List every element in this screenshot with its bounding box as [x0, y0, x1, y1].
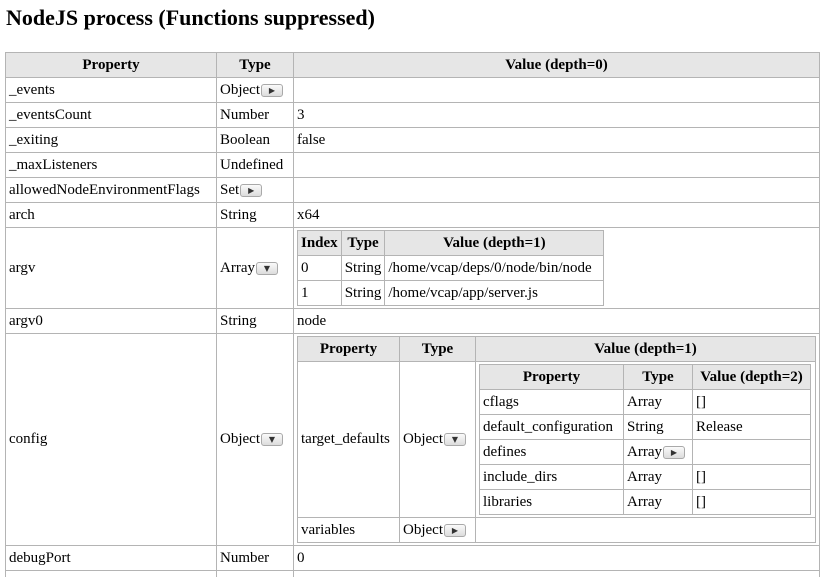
- collapse-button[interactable]: [444, 433, 466, 446]
- table-row: [6, 78, 820, 103]
- collapse-button[interactable]: [256, 262, 278, 275]
- type-cell: String: [624, 415, 693, 440]
- value-cell: [294, 228, 820, 309]
- triangle-down-icon: ▼: [268, 435, 276, 445]
- header-row: [6, 53, 820, 78]
- table-row: [6, 203, 820, 228]
- type-label: Object: [220, 81, 260, 98]
- process-table: [5, 52, 820, 577]
- table-row: [480, 490, 811, 515]
- value-cell: []: [693, 490, 811, 515]
- type-label: Array: [220, 259, 255, 276]
- value-cell: Release: [693, 415, 811, 440]
- type-cell: Array: [624, 490, 693, 515]
- type-cell: [217, 228, 294, 309]
- table-row: [6, 571, 820, 578]
- property-cell: [6, 571, 217, 578]
- property-cell: _exiting: [6, 128, 217, 153]
- value-cell: /home/vcap/app/server.js: [385, 281, 604, 306]
- value-cell: [294, 178, 820, 203]
- argv-subtable: [297, 230, 604, 306]
- type-label: Array: [627, 443, 662, 460]
- table-row: [298, 281, 604, 306]
- triangle-right-icon: ▶: [248, 185, 255, 195]
- header-row: [298, 337, 816, 362]
- column-header-property: Property: [480, 365, 624, 390]
- table-row: [480, 440, 811, 465]
- table-row: [298, 362, 816, 518]
- value-cell: [294, 153, 820, 178]
- property-cell: variables: [298, 518, 400, 543]
- type-cell: Array: [624, 390, 693, 415]
- triangle-right-icon: ▶: [670, 447, 678, 457]
- type-cell: String: [341, 256, 385, 281]
- property-cell: default_configuration: [480, 415, 624, 440]
- column-header-value: Value (depth=1): [476, 337, 816, 362]
- value-cell: [294, 78, 820, 103]
- page-title: NodeJS process (Functions suppressed): [6, 5, 375, 30]
- property-cell: defines: [480, 440, 624, 465]
- target-defaults-subtable: [479, 364, 811, 515]
- value-cell: 0: [294, 546, 820, 571]
- column-header-property: Property: [6, 53, 217, 78]
- type-cell: [217, 334, 294, 546]
- property-cell: argv0: [6, 309, 217, 334]
- type-cell: String: [217, 203, 294, 228]
- property-cell: target_defaults: [298, 362, 400, 518]
- column-header-property: Property: [298, 337, 400, 362]
- type-cell: [217, 178, 294, 203]
- table-row: [6, 103, 820, 128]
- table-row: [480, 465, 811, 490]
- triangle-down-icon: ▼: [263, 263, 271, 273]
- index-cell: 1: [298, 281, 342, 306]
- table-row: [298, 256, 604, 281]
- table-row: [6, 153, 820, 178]
- triangle-right-icon: ▶: [268, 85, 276, 95]
- value-cell: [294, 334, 820, 546]
- value-cell: []: [693, 465, 811, 490]
- column-header-type: Type: [400, 337, 476, 362]
- type-cell: [400, 362, 476, 518]
- property-cell: argv: [6, 228, 217, 309]
- property-cell: allowedNodeEnvironmentFlags: [6, 178, 217, 203]
- column-header-type: Type: [217, 53, 294, 78]
- property-cell: _maxListeners: [6, 153, 217, 178]
- property-cell: debugPort: [6, 546, 217, 571]
- type-cell: Number: [217, 546, 294, 571]
- type-cell: [400, 518, 476, 543]
- header-row: [480, 365, 811, 390]
- table-row: [6, 178, 820, 203]
- expand-button[interactable]: [444, 524, 466, 537]
- type-cell: Boolean: [217, 128, 294, 153]
- type-label: Object: [220, 431, 260, 447]
- type-label: Object: [403, 431, 443, 447]
- collapse-button[interactable]: [261, 433, 283, 446]
- config-subtable: [297, 336, 816, 543]
- property-cell: include_dirs: [480, 465, 624, 490]
- table-row: [480, 415, 811, 440]
- type-label: Object: [403, 521, 443, 538]
- property-cell: libraries: [480, 490, 624, 515]
- value-cell: x64: [294, 203, 820, 228]
- property-cell: _events: [6, 78, 217, 103]
- triangle-down-icon: ▼: [451, 435, 459, 445]
- value-cell: /home/vcap/deps/0/node/bin/node: [385, 256, 604, 281]
- table-row: [480, 390, 811, 415]
- property-cell: config: [6, 334, 217, 546]
- expand-button[interactable]: [261, 84, 283, 97]
- table-row: [6, 334, 820, 546]
- value-cell: [476, 518, 816, 543]
- table-row: [6, 309, 820, 334]
- value-cell: []: [693, 390, 811, 415]
- table-row: [6, 228, 820, 309]
- property-cell: arch: [6, 203, 217, 228]
- property-cell: cflags: [480, 390, 624, 415]
- index-cell: 0: [298, 256, 342, 281]
- value-cell: node: [294, 309, 820, 334]
- column-header-type: Type: [624, 365, 693, 390]
- header-row: [298, 231, 604, 256]
- value-cell: 3: [294, 103, 820, 128]
- column-header-type: Type: [341, 231, 385, 256]
- table-row: [298, 518, 816, 543]
- type-cell: [217, 571, 294, 578]
- table-row: [6, 546, 820, 571]
- table-row: [6, 128, 820, 153]
- value-cell: [693, 440, 811, 465]
- type-cell: Undefined: [217, 153, 294, 178]
- value-cell: false: [294, 128, 820, 153]
- type-label: Set: [220, 181, 240, 198]
- triangle-right-icon: ▶: [451, 525, 459, 535]
- column-header-value: Value (depth=2): [693, 365, 811, 390]
- expand-button[interactable]: [240, 184, 262, 197]
- column-header-value: Value (depth=0): [294, 53, 820, 78]
- type-cell: String: [217, 309, 294, 334]
- type-cell: Array: [624, 465, 693, 490]
- value-cell: [294, 571, 820, 578]
- type-cell: [217, 78, 294, 103]
- value-cell: [476, 362, 816, 518]
- expand-button[interactable]: [663, 446, 685, 459]
- type-cell: Number: [217, 103, 294, 128]
- column-header-value: Value (depth=1): [385, 231, 604, 256]
- type-cell: String: [341, 281, 385, 306]
- type-cell: [624, 440, 693, 465]
- column-header-index: Index: [298, 231, 342, 256]
- property-cell: _eventsCount: [6, 103, 217, 128]
